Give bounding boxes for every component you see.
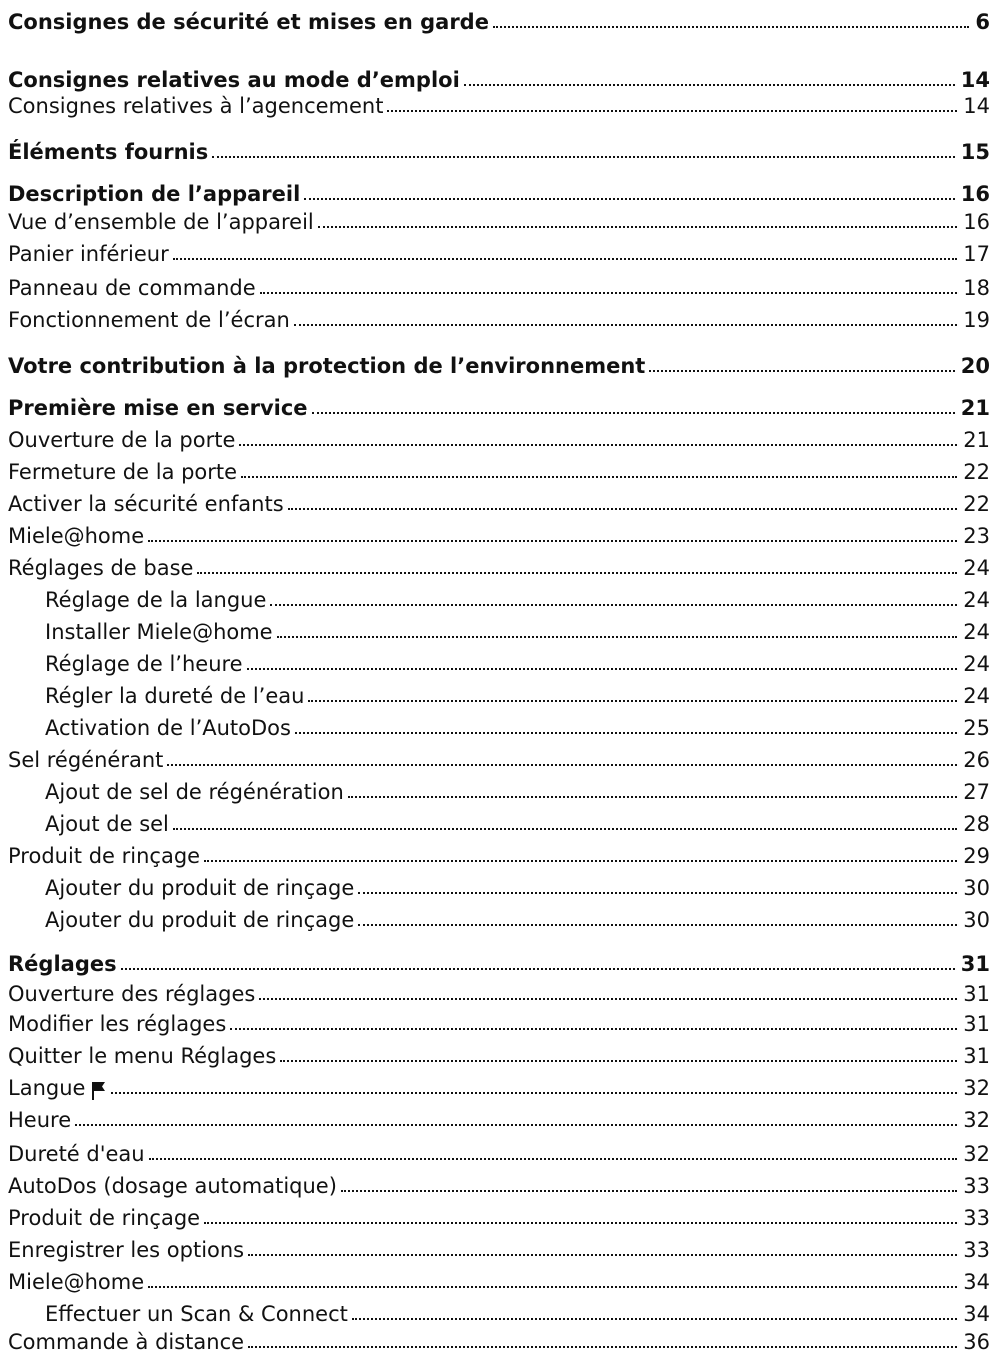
toc-entry[interactable] <box>8 1169 990 1199</box>
dot-leader <box>493 26 969 28</box>
toc-entry[interactable] <box>45 903 990 933</box>
page-number: 30 <box>963 876 990 900</box>
toc-entry-title: Réglage de l’heure <box>45 652 243 676</box>
toc-entry[interactable] <box>8 1325 990 1355</box>
dot-leader <box>312 412 955 414</box>
dot-leader <box>197 572 957 574</box>
toc-entry[interactable] <box>8 271 990 301</box>
dot-leader <box>230 1028 957 1030</box>
page-number: 21 <box>963 428 990 452</box>
toc-entry[interactable] <box>8 1233 990 1263</box>
dot-leader <box>649 370 954 372</box>
toc-entry-title: Réglage de la langue <box>45 588 267 612</box>
dot-leader <box>295 732 957 734</box>
toc-entry-title: Fonctionnement de l’écran <box>8 308 290 332</box>
page-number: 26 <box>963 748 990 772</box>
toc-heading-title: Description de l’appareil <box>8 182 301 206</box>
dot-leader <box>148 1286 957 1288</box>
page-number: 24 <box>963 652 990 676</box>
page-number: 22 <box>963 460 990 484</box>
toc-entry-title: Ajout de sel <box>45 812 169 836</box>
toc-entry[interactable] <box>8 1071 990 1101</box>
toc-entry-title: Installer Miele@home <box>45 620 273 644</box>
dot-leader <box>270 604 957 606</box>
dot-leader <box>121 968 955 970</box>
toc-entry[interactable] <box>8 487 990 517</box>
toc-entry[interactable] <box>8 423 990 453</box>
page-number: 24 <box>963 588 990 612</box>
toc-entry-title: Panier inférieur <box>8 242 169 266</box>
page-number: 6 <box>975 10 990 34</box>
toc-entry[interactable] <box>8 1039 990 1069</box>
dot-leader <box>173 828 957 830</box>
toc-entry-title: Ajouter du produit de rinçage <box>45 908 355 932</box>
toc-entry[interactable] <box>45 1297 990 1327</box>
page-number: 20 <box>960 354 990 378</box>
page-number: 18 <box>963 276 990 300</box>
toc-entry[interactable] <box>45 807 990 837</box>
toc-entry-title: Consignes relatives à l’agencement <box>8 94 384 118</box>
toc-entry-title: Enregistrer les options <box>8 1238 245 1262</box>
page-number: 34 <box>963 1270 990 1294</box>
toc-entry[interactable] <box>8 977 990 1007</box>
dot-leader <box>341 1190 957 1192</box>
toc-entry[interactable] <box>45 679 990 709</box>
toc-entry[interactable] <box>8 1265 990 1295</box>
page-number: 33 <box>963 1174 990 1198</box>
dot-leader <box>387 110 957 112</box>
toc-heading-title: Réglages <box>8 952 117 976</box>
page-number: 22 <box>963 492 990 516</box>
toc-heading-title: Consignes relatives au mode d’emploi <box>8 68 460 92</box>
toc-entry[interactable] <box>45 711 990 741</box>
page-number: 16 <box>963 210 990 234</box>
page-number: 33 <box>963 1206 990 1230</box>
toc-heading-title: Première mise en service <box>8 396 308 420</box>
dot-leader <box>318 226 958 228</box>
dot-leader <box>247 668 958 670</box>
toc-entry-title: Miele@home <box>8 524 145 548</box>
page-number: 28 <box>963 812 990 836</box>
dot-leader <box>111 1092 957 1094</box>
page-number: 31 <box>960 952 990 976</box>
toc-entry-title: AutoDos (dosage automatique) <box>8 1174 337 1198</box>
dot-leader <box>277 636 958 638</box>
page-number: 24 <box>963 620 990 644</box>
dot-leader <box>212 156 955 158</box>
toc-entry-title: Activer la sécurité enfants <box>8 492 284 516</box>
dot-leader <box>304 198 954 200</box>
toc-entry[interactable] <box>8 1201 990 1231</box>
toc-entry[interactable] <box>8 177 990 207</box>
dot-leader <box>259 998 957 1000</box>
toc-entry[interactable] <box>8 205 990 235</box>
page-number: 32 <box>963 1108 990 1132</box>
page-number: 14 <box>963 94 990 118</box>
page-number: 31 <box>963 1012 990 1036</box>
toc-entry[interactable] <box>8 455 990 485</box>
dot-leader <box>248 1346 957 1348</box>
dot-leader <box>260 292 958 294</box>
toc-entry-title: Commande à distance <box>8 1330 245 1354</box>
toc-entry[interactable] <box>8 303 990 333</box>
dot-leader <box>358 892 957 894</box>
toc-entry[interactable] <box>8 1007 990 1037</box>
dot-leader <box>352 1318 957 1320</box>
toc-entry-title: Miele@home <box>8 1270 145 1294</box>
toc-entry-title: Sel régénérant <box>8 748 164 772</box>
toc-entry-title: Heure <box>8 1108 72 1132</box>
page-number: 19 <box>963 308 990 332</box>
page-number: 17 <box>963 242 990 266</box>
dot-leader <box>294 324 957 326</box>
page-number: 15 <box>960 140 990 164</box>
toc-entry-title: Vue d’ensemble de l’appareil <box>8 210 314 234</box>
toc-entry[interactable] <box>8 349 990 379</box>
dot-leader <box>204 860 957 862</box>
toc-heading-title: Consignes de sécurité et mises en garde <box>8 10 489 34</box>
toc-entry[interactable] <box>8 743 990 773</box>
toc-heading-title: Éléments fournis <box>8 140 209 164</box>
toc-entry[interactable] <box>8 237 990 267</box>
toc-entry[interactable] <box>8 89 990 119</box>
toc-entry-title: Produit de rinçage <box>8 1206 201 1230</box>
page-number: 32 <box>963 1076 990 1100</box>
toc-heading-title: Votre contribution à la protection de l’environnement <box>8 354 646 378</box>
page-number: 21 <box>960 396 990 420</box>
toc-entry[interactable] <box>8 391 990 421</box>
toc-entry[interactable] <box>45 647 990 677</box>
dot-leader <box>358 924 957 926</box>
toc-entry[interactable] <box>45 775 990 805</box>
toc-entry-title: Ouverture de la porte <box>8 428 236 452</box>
page-number: 31 <box>963 1044 990 1068</box>
dot-leader <box>148 540 957 542</box>
toc-entry-title: Langue <box>8 1076 86 1100</box>
page-number: 34 <box>963 1302 990 1326</box>
dot-leader <box>75 1124 957 1126</box>
dot-leader <box>241 476 957 478</box>
page-number: 27 <box>963 780 990 804</box>
flag-icon <box>91 1081 107 1101</box>
toc-entry[interactable] <box>8 5 990 35</box>
toc-entry[interactable] <box>45 583 990 613</box>
page-number: 33 <box>963 1238 990 1262</box>
page-number: 24 <box>963 556 990 580</box>
dot-leader <box>464 84 955 86</box>
dot-leader <box>149 1158 958 1160</box>
toc-entry[interactable] <box>8 839 990 869</box>
toc-entry[interactable] <box>45 871 990 901</box>
page-number: 23 <box>963 524 990 548</box>
dot-leader <box>308 700 957 702</box>
page-number: 32 <box>963 1142 990 1166</box>
toc-entry-title: Régler la dureté de l’eau <box>45 684 305 708</box>
toc-entry[interactable] <box>45 615 990 645</box>
page-number: 24 <box>963 684 990 708</box>
toc-entry[interactable] <box>8 551 990 581</box>
dot-leader <box>167 764 957 766</box>
toc-entry-title: Quitter le menu Réglages <box>8 1044 277 1068</box>
dot-leader <box>204 1222 957 1224</box>
toc-entry-title: Dureté d'eau <box>8 1142 145 1166</box>
toc-entry[interactable] <box>8 1103 990 1133</box>
toc-entry-title: Ajouter du produit de rinçage <box>45 876 355 900</box>
dot-leader <box>173 258 958 260</box>
toc-entry[interactable] <box>8 947 990 977</box>
dot-leader <box>248 1254 957 1256</box>
page-number: 31 <box>963 982 990 1006</box>
toc-entry[interactable] <box>8 519 990 549</box>
toc-entry-title: Produit de rinçage <box>8 844 201 868</box>
page-number: 30 <box>963 908 990 932</box>
toc-entry[interactable] <box>8 135 990 165</box>
toc-entry-title: Ouverture des réglages <box>8 982 256 1006</box>
toc-entry-title: Activation de l’AutoDos <box>45 716 291 740</box>
dot-leader <box>288 508 958 510</box>
page-number: 36 <box>963 1330 990 1354</box>
toc-entry-title: Réglages de base <box>8 556 194 580</box>
toc-entry-title: Modifier les réglages <box>8 1012 227 1036</box>
dot-leader <box>280 1060 957 1062</box>
toc-entry-title: Effectuer un Scan & Connect <box>45 1302 348 1326</box>
page-number: 16 <box>960 182 990 206</box>
toc-entry-title: Panneau de commande <box>8 276 256 300</box>
dot-leader <box>348 796 957 798</box>
toc-entry-title: Fermeture de la porte <box>8 460 238 484</box>
page-number: 29 <box>963 844 990 868</box>
dot-leader <box>239 444 957 446</box>
page-number: 14 <box>960 68 990 92</box>
page-number: 25 <box>963 716 990 740</box>
toc-entry-title: Ajout de sel de régénération <box>45 780 344 804</box>
toc-entry[interactable] <box>8 1137 990 1167</box>
